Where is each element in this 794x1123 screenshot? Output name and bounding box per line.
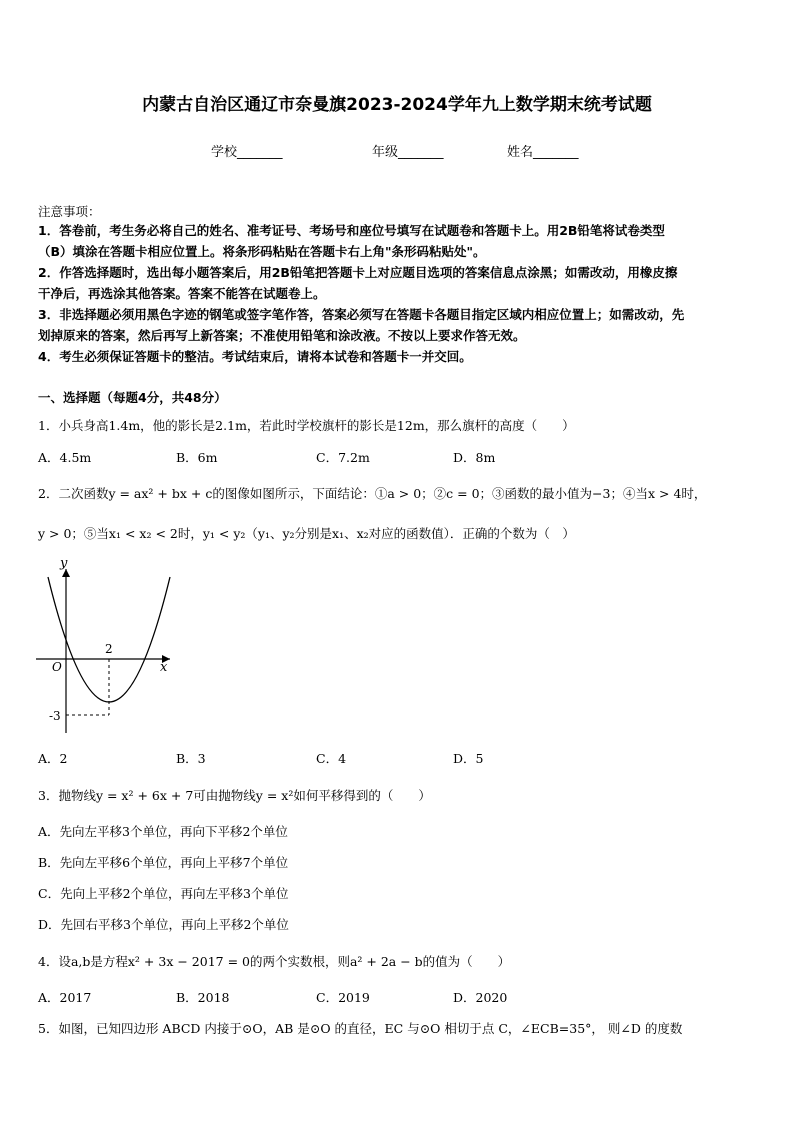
question-3-stem: 3．抛物线y = x² + 6x + 7可由抛物线y = x²如何平移得到的（ ） (38, 788, 431, 803)
notice-line: 1．答卷前，考生务必将自己的姓名、准考证号、考场号和座位号填写在试题卷和答题卡上。用2B铅笔将试卷类型 (38, 223, 665, 238)
y-axis-label: y (60, 556, 68, 571)
q1-option-d: D．8m (453, 450, 496, 465)
q2-option-d: D．5 (453, 751, 484, 766)
q4-option-a: A．2017 (38, 990, 92, 1005)
question-1-stem: 1．小兵身高1.4m，他的影长是2.1m，若此时学校旗杆的影长是12m，那么旗杆的高度（ ） (38, 418, 575, 433)
q4-option-b: B．2018 (176, 990, 230, 1005)
notice-line: （B）填涂在答题卡相应位置上。将条形码粘贴在答题卡右上角"条形码粘贴处"。 (38, 244, 486, 259)
question-4-stem: 4．设a,b是方程x² + 3x − 2017 = 0的两个实数根，则a² + 2a − b的值为（ ） (38, 954, 511, 969)
question-2-line1: 2．二次函数y = ax² + bx + c的图像如图所示，下面结论：①a > 0；②c = 0；③函数的最小值为−3；④当x > 4时， (38, 486, 707, 501)
notice-list (38, 220, 760, 367)
x-axis-label: x (160, 660, 168, 675)
q3-option-c: C．先向上平移2个单位，再向左平移3个单位 (38, 886, 289, 901)
q1-option-a: A．4.5m (38, 450, 92, 465)
q1-option-b: B．6m (176, 450, 218, 465)
name-field: 姓名_______ (507, 145, 579, 160)
school-field: 学校_______ (211, 145, 283, 160)
question-2-line2: y > 0；⑤当x₁ < x₂ < 2时，y₁ < y₂（y₁、y₂分别是x₁、x₂对应的函数值）．正确的个数为（ ） (38, 526, 575, 541)
q4-option-c: C．2019 (316, 990, 370, 1005)
notice-line: 2．作答选择题时，选出每小题答案后，用2B铅笔把答题卡上对应题目选项的答案信息点涂黑；如需改动，用橡皮擦 (38, 265, 678, 280)
q3-option-a: A．先向左平移3个单位，再向下平移2个单位 (38, 824, 288, 839)
notice-line: 划掉原来的答案，然后再写上新答案；不准使用铅笔和涂改液。不按以上要求作答无效。 (38, 328, 526, 343)
question-5-stem: 5．如图，已知四边形 ABCD 内接于⊙O，AB 是⊙O 的直径，EC 与⊙O 相切于点 C，∠ECB=35°， 则∠D 的度数 (38, 1021, 683, 1036)
notice-line: 4．考生必须保证答题卡的整洁。考试结束后，请将本试卷和答题卡一并交回。 (38, 349, 472, 364)
q3-option-d: D．先回右平移3个单位，再向上平移2个单位 (38, 917, 289, 932)
parabola-graph (36, 555, 176, 740)
grade-field: 年级_______ (372, 145, 444, 160)
notice-line: 干净后，再选涂其他答案。答案不能答在试题卷上。 (38, 286, 326, 301)
q2-option-a: A．2 (38, 751, 68, 766)
q1-option-c: C．7.2m (316, 450, 370, 465)
notice-line: 3．非选择题必须用黑色字迹的钢笔或签字笔作答，答案必须写在答题卡各题目指定区域内相应位置上；如需改动，先 (38, 307, 685, 322)
q2-option-c: C．4 (316, 751, 347, 766)
q2-option-b: B．3 (176, 751, 206, 766)
y-tick-label: -3 (49, 709, 61, 723)
q3-option-b: B．先向左平移6个单位，再向上平移7个单位 (38, 855, 289, 870)
x-tick-label: 2 (105, 642, 113, 656)
q4-option-d: D．2020 (453, 990, 508, 1005)
section-heading: 一、选择题（每题4分，共48分） (38, 390, 227, 405)
origin-label: O (52, 660, 62, 674)
page-title: 内蒙古自治区通辽市奈曼旗2023-2024学年九上数学期末统考试题 (142, 95, 652, 115)
notice-heading: 注意事项： (38, 204, 101, 219)
